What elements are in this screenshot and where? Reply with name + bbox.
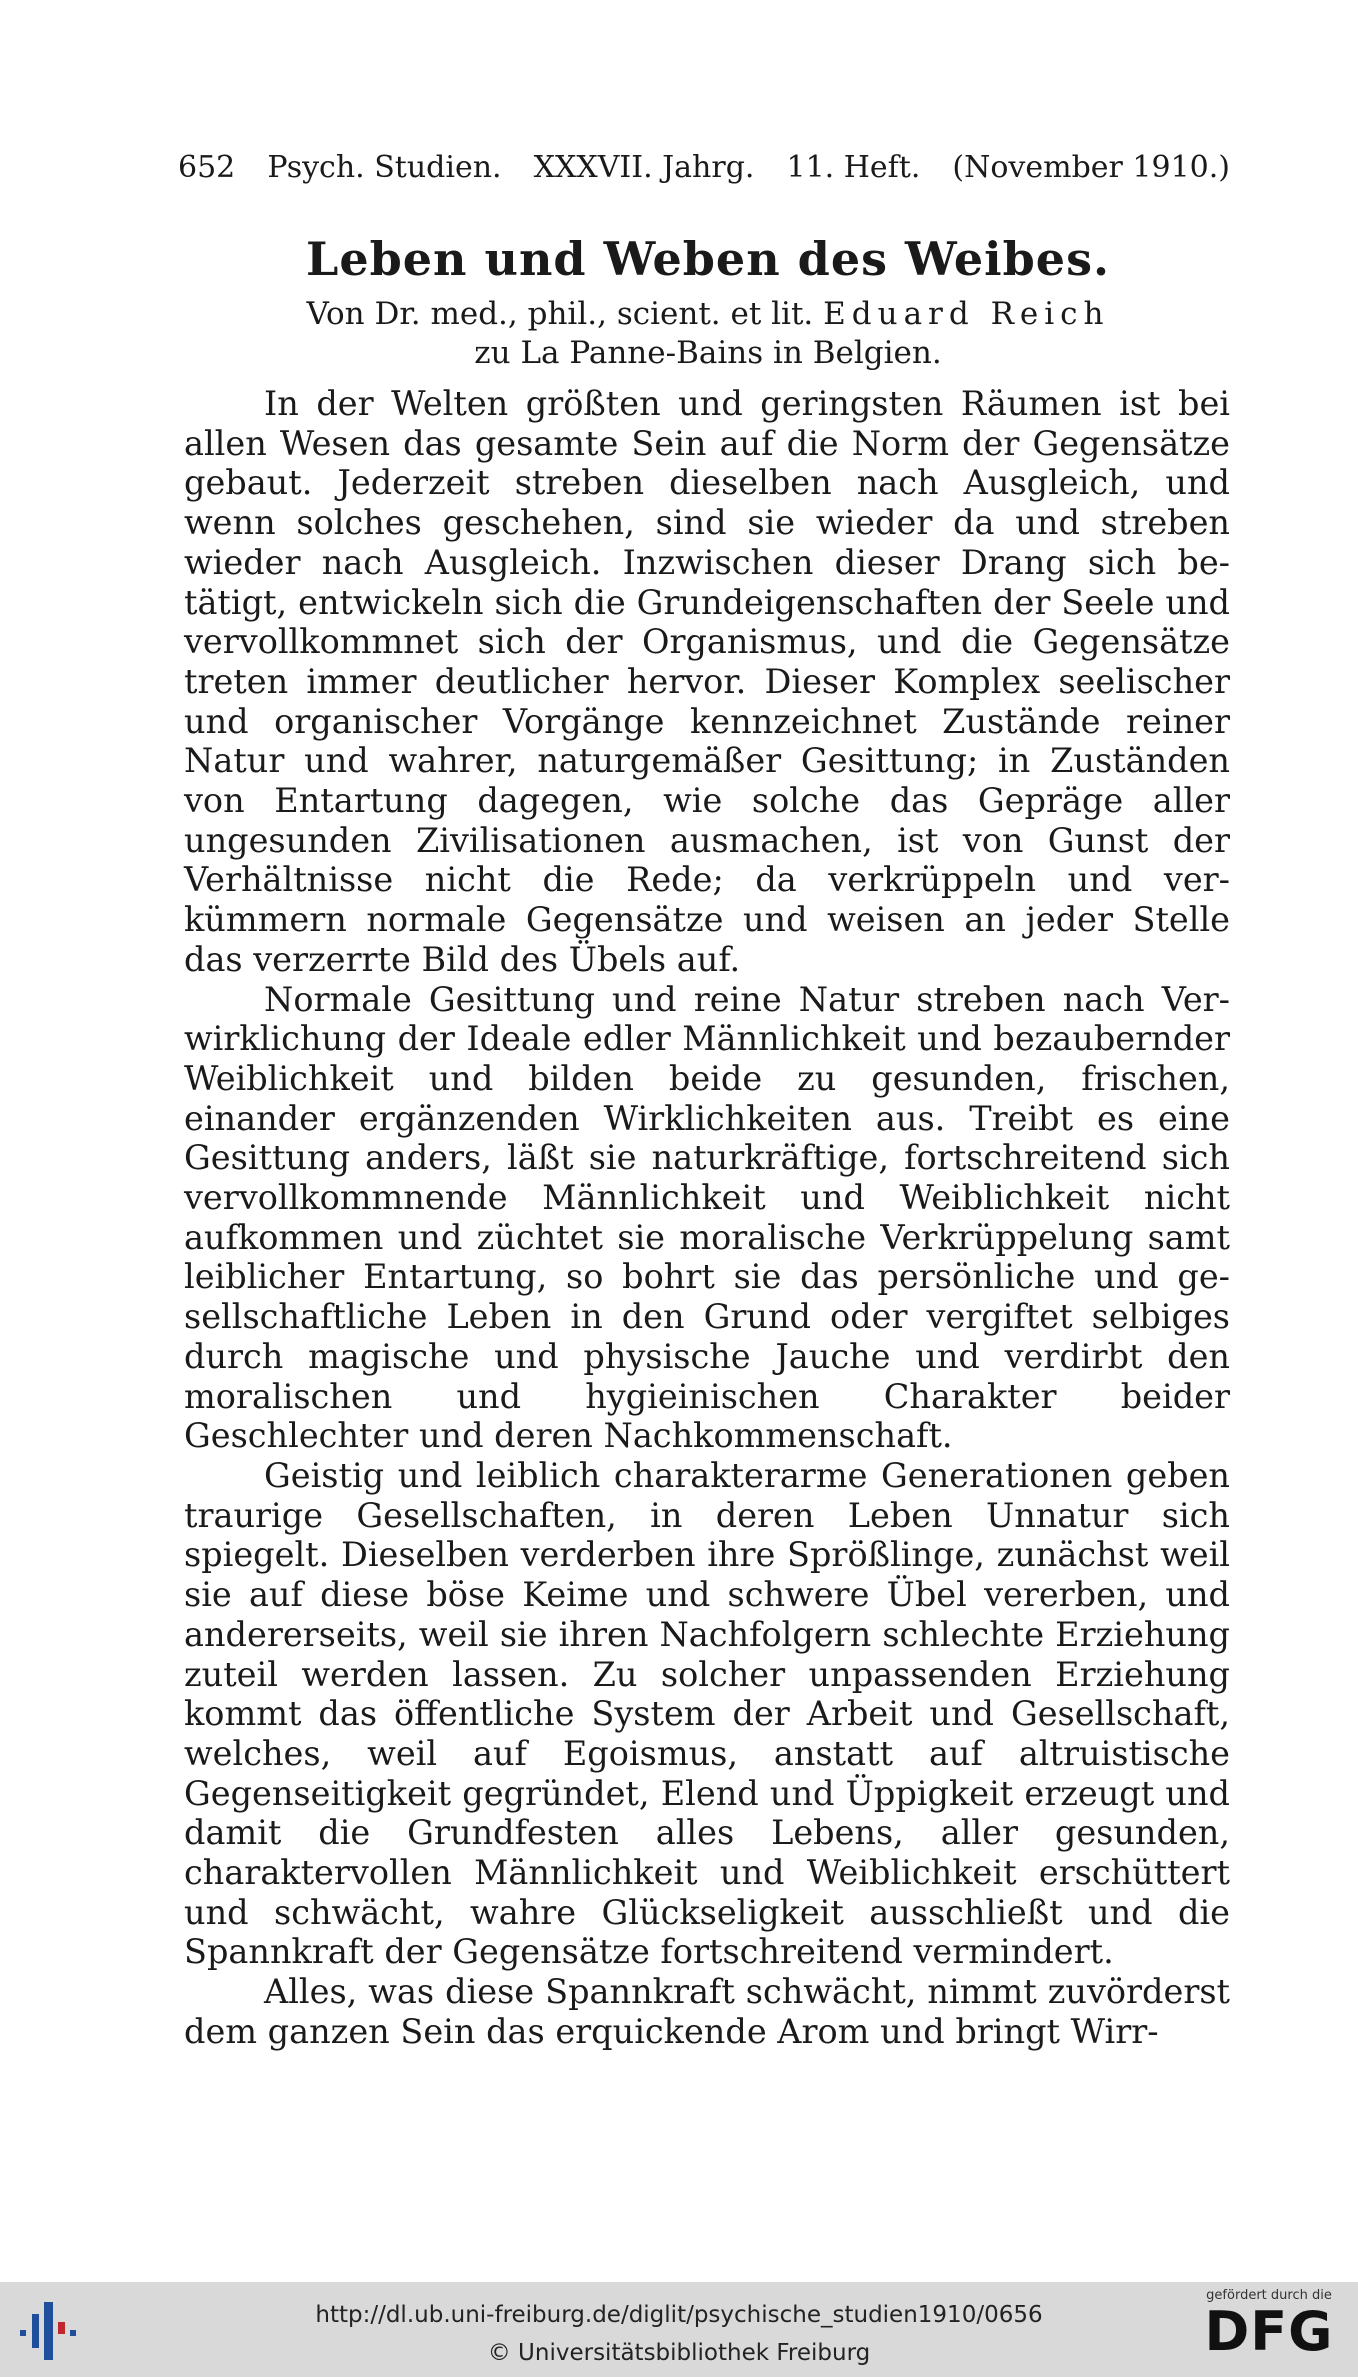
issue: 11. Heft. <box>786 150 921 185</box>
running-header <box>178 150 1230 185</box>
author-name: Eduard Reich <box>823 296 1110 332</box>
dfg-logo[interactable] <box>1194 2288 1344 2361</box>
issue-date: (November 1910.) <box>952 150 1230 185</box>
volume: XXXVII. Jahrg. <box>533 150 755 185</box>
paragraph: Normale Gesittung und reine Natur streben nach Verwirklichung der Ideale edler Männlichkeit und bezaubernder Weiblichkeit und bilden beide zu gesunden, frischen, einander ergänzenden Wirklichkeiten aus. Treibt es eine Gesittung anders, läßt sie naturkräftige, fortschreitend sich vervollkommnende Männlichkeit und Weiblichkeit nicht aufkommen und züchtet sie moralische Verkrüppelung samt leiblicher Entartung, so bohrt sie das persönliche und gesellschaftliche Leben in den Grund oder vergiftet selbiges durch magische und physische Jauche und verdirbt den moralischen und hygieinischen Charakter beider Geschlechter und deren Nachkommenschaft. <box>184 979 1230 1456</box>
byline-prefix: Von Dr. med., phil., scient. et lit. <box>306 296 814 332</box>
page-number: 652 <box>178 150 236 185</box>
paragraph: Geistig und leiblich charakterarme Generationen geben traurige Gesellschaften, in deren Leben Unnatur sich spiegelt. Dieselben verderben ihre Sprößlinge, zunächst weil sie auf diese böse Keime und schwere Übel vererben, und andererseits, weil sie ihren Nachfolgern schlechte Erziehung zuteil werden lassen. Zu solcher unpassenden Erziehung kommt das öffentliche System der Arbeit und Gesellschaft, welches, weil auf Egoismus, anstatt auf altruistische Gegenseitigkeit gegründet, Elend und Üppigkeit erzeugt und damit die Grundfesten alles Lebens, aller gesunden, charaktervollen Männlichkeit und Weiblichkeit erschüttert und schwächt, wahre Glückseligkeit ausschließt und die Spannkraft der Gegensätze fortschreitend vermindert. <box>184 1455 1230 1972</box>
author-location: zu La Panne-Bains in Belgien. <box>474 335 942 371</box>
dfg-wordmark: DFG <box>1204 2300 1334 2363</box>
paragraph: In der Welten größten und geringsten Räumen ist bei allen Wesen das gesamte Sein auf die Norm der Gegensätze gebaut. Jederzeit streben dieselben nach Ausgleich, und wenn solches geschehen, sind sie wieder da und streben wieder nach Ausgleich. Inzwischen dieser Drang sich betätigt, entwickeln sich die Grundeigenschaften der Seele und vervollkommnet sich der Organismus, und die Gegensätze treten immer deutlicher hervor. Dieser Komplex seelischer und organischer Vorgänge kennzeichnet Zustände reiner Natur und wahrer, naturgemäßer Gesittung; in Zuständen von Entartung dagegen, wie solche das Gepräge aller ungesunden Zivilisationen ausmachen, ist von Gunst der Verhältnisse nicht die Rede; da verkrüppeln und verkümmern normale Gegensätze und weisen an jeder Stelle das verzerrte Bild des Übels auf. <box>184 384 1230 979</box>
article-body <box>184 384 1230 2052</box>
byline <box>0 296 1358 332</box>
copyright-notice: © Universitätsbibliothek Freiburg <box>487 2340 871 2366</box>
article-title: Leben und Weben des Weibes. <box>306 232 1110 286</box>
permalink-url[interactable]: http://dl.ub.uni-freiburg.de/diglit/psychische_studien1910/0656 <box>315 2302 1043 2328</box>
paragraph: Alles, was diese Spannkraft schwächt, nimmt zuvörderst dem ganzen Sein das erquickende Arom und bringt Wirr- <box>184 1972 1230 2051</box>
sponsor-caption: gefördert durch die <box>1206 2288 1332 2303</box>
journal-name: Psych. Studien. <box>267 150 502 185</box>
